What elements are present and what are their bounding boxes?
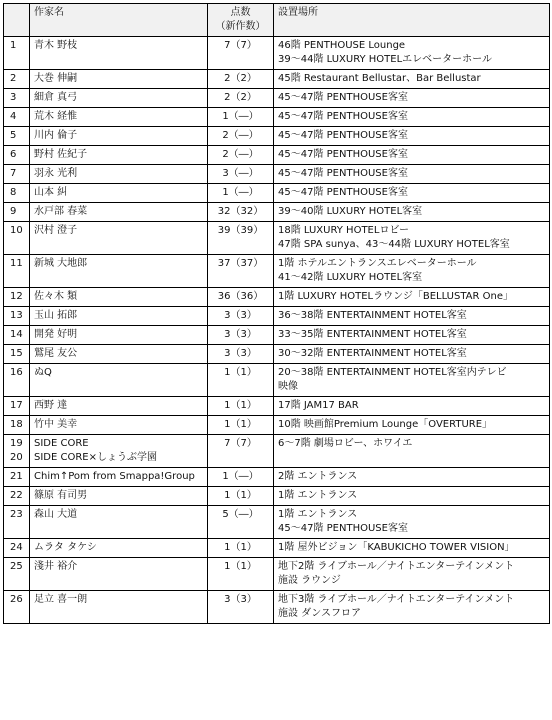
location-cell [274, 146, 550, 165]
count-cell: 1（―） [208, 184, 274, 203]
artist-cell [30, 70, 208, 89]
table-row [4, 416, 550, 435]
artist-cell [30, 364, 208, 397]
row-number-line: 23 [10, 509, 23, 520]
location-line: 18階 LUXURY HOTELロビー [278, 225, 410, 236]
row-number-line: 24 [10, 542, 23, 553]
artist-name: 篠原 有司男 [34, 490, 88, 501]
row-number [4, 127, 30, 146]
location-line: 45～47階 PENTHOUSE客室 [278, 111, 408, 122]
count-cell: 1（1） [208, 397, 274, 416]
artist-name: 鷲尾 友公 [34, 348, 78, 359]
header-location: 設置場所 [274, 4, 550, 37]
location-cell [274, 345, 550, 364]
location-line: 10階 映画館Premium Lounge「OVERTURE」 [278, 419, 493, 430]
row-number-line: 25 [10, 561, 23, 572]
artist-name: 竹中 美幸 [34, 419, 78, 430]
table-row [4, 127, 550, 146]
artist-cell [30, 108, 208, 127]
artist-cell [30, 255, 208, 288]
table-row [4, 558, 550, 591]
location-line: 41～42階 LUXURY HOTEL客室 [278, 272, 423, 283]
row-number-line: 7 [10, 168, 17, 179]
location-line: 1階 屋外ビジョン「KABUKICHO TOWER VISION」 [278, 542, 515, 553]
artist-cell [30, 539, 208, 558]
location-cell [274, 37, 550, 70]
count-cell: 1（―） [208, 468, 274, 487]
row-number [4, 416, 30, 435]
location-cell [274, 222, 550, 255]
artist-name: SIDE CORE×しょうぶ学園 [34, 452, 157, 463]
artist-cell [30, 435, 208, 468]
location-line: 1階 エントランス [278, 509, 358, 520]
location-line: 45～47階 PENTHOUSE客室 [278, 149, 408, 160]
artist-cell [30, 146, 208, 165]
table-row [4, 203, 550, 222]
count-cell: 1（1） [208, 364, 274, 397]
artist-name: 青木 野枝 [34, 40, 78, 51]
count-cell: 36（36） [208, 288, 274, 307]
header-count [208, 4, 274, 37]
table-row [4, 255, 550, 288]
artist-name: 山本 糾 [34, 187, 68, 198]
location-line: 39～40階 LUXURY HOTEL客室 [278, 206, 423, 217]
artist-cell [30, 506, 208, 539]
artist-name: 西野 達 [34, 400, 68, 411]
count-cell: 2（2） [208, 70, 274, 89]
count-cell: 32（32） [208, 203, 274, 222]
table-row [4, 364, 550, 397]
row-number [4, 539, 30, 558]
artist-cell [30, 591, 208, 624]
artist-name: SIDE CORE [34, 438, 89, 449]
artist-cell [30, 222, 208, 255]
count-cell: 3（3） [208, 326, 274, 345]
table-row [4, 184, 550, 203]
artist-name: 新城 大地郎 [34, 258, 88, 269]
location-line: 施設 ラウンジ [278, 575, 341, 586]
count-cell: 1（―） [208, 108, 274, 127]
artist-name: 水戸部 春菜 [34, 206, 88, 217]
location-line: 39～44階 LUXURY HOTELエレベーターホール [278, 54, 492, 65]
artwork-table [3, 3, 550, 624]
count-cell: 37（37） [208, 255, 274, 288]
header-no [4, 4, 30, 37]
location-cell [274, 364, 550, 397]
table-row [4, 591, 550, 624]
table-row [4, 70, 550, 89]
artist-cell [30, 288, 208, 307]
artist-cell [30, 184, 208, 203]
artist-cell [30, 127, 208, 146]
table-row [4, 146, 550, 165]
location-line: 1階 LUXURY HOTELラウンジ「BELLUSTAR One」 [278, 291, 513, 302]
location-line: 47階 SPA sunya、43～44階 LUXURY HOTEL客室 [278, 239, 510, 250]
row-number-line: 20 [10, 452, 23, 463]
location-cell [274, 558, 550, 591]
row-number-line: 26 [10, 594, 23, 605]
artist-name: 荒木 経惟 [34, 111, 78, 122]
row-number-line: 9 [10, 206, 17, 217]
table-row [4, 539, 550, 558]
row-number-line: 11 [10, 258, 23, 269]
location-cell [274, 487, 550, 506]
count-cell: 7（7） [208, 435, 274, 468]
table-row [4, 165, 550, 184]
row-number-line: 12 [10, 291, 23, 302]
table-row [4, 89, 550, 108]
artist-cell [30, 345, 208, 364]
location-line: 地下2階 ライブホール／ナイトエンターテインメント [278, 561, 515, 572]
location-cell [274, 307, 550, 326]
row-number-line: 1 [10, 40, 17, 51]
row-number-line: 19 [10, 438, 23, 449]
artist-name: 羽永 光利 [34, 168, 78, 179]
location-cell [274, 89, 550, 108]
row-number-line: 15 [10, 348, 23, 359]
artist-cell [30, 203, 208, 222]
row-number [4, 397, 30, 416]
count-cell: 5（―） [208, 506, 274, 539]
location-cell [274, 326, 550, 345]
row-number [4, 506, 30, 539]
table-row [4, 506, 550, 539]
row-number-line: 13 [10, 310, 23, 321]
count-cell: 1（1） [208, 487, 274, 506]
artist-name: 玉山 拓郎 [34, 310, 78, 321]
artist-cell [30, 397, 208, 416]
artist-cell [30, 326, 208, 345]
row-number [4, 435, 30, 468]
location-cell [274, 468, 550, 487]
location-line: 36～38階 ENTERTAINMENT HOTEL客室 [278, 310, 467, 321]
location-cell [274, 288, 550, 307]
header-artist: 作家名 [30, 4, 208, 37]
location-line: 45～47階 PENTHOUSE客室 [278, 187, 408, 198]
artist-cell [30, 468, 208, 487]
count-cell: 1（1） [208, 558, 274, 591]
artist-name: 足立 喜一朗 [34, 594, 88, 605]
artist-cell [30, 487, 208, 506]
location-cell [274, 416, 550, 435]
location-cell [274, 108, 550, 127]
location-line: 地下3階 ライブホール／ナイトエンターテインメント [278, 594, 515, 605]
table-body [4, 37, 550, 624]
table-row [4, 345, 550, 364]
row-number-line: 5 [10, 130, 17, 141]
row-number [4, 487, 30, 506]
row-number [4, 184, 30, 203]
table-row [4, 37, 550, 70]
location-cell [274, 165, 550, 184]
artist-cell [30, 165, 208, 184]
table-row [4, 397, 550, 416]
location-line: 6～7階 劇場ロビー、ホワイエ [278, 438, 413, 449]
table-row [4, 326, 550, 345]
table-row [4, 435, 550, 468]
count-cell: 3（3） [208, 345, 274, 364]
table-row [4, 108, 550, 127]
location-line: 映像 [278, 381, 298, 392]
artist-name: 佐々木 類 [34, 291, 78, 302]
row-number [4, 37, 30, 70]
row-number-line: 6 [10, 149, 17, 160]
count-cell: 2（―） [208, 127, 274, 146]
artist-cell [30, 558, 208, 591]
row-number [4, 591, 30, 624]
location-line: 30～32階 ENTERTAINMENT HOTEL客室 [278, 348, 467, 359]
location-cell [274, 70, 550, 89]
row-number-line: 21 [10, 471, 23, 482]
table-row [4, 288, 550, 307]
header-row [4, 4, 550, 37]
count-cell: 1（1） [208, 539, 274, 558]
count-cell: 7（7） [208, 37, 274, 70]
row-number [4, 307, 30, 326]
row-number [4, 108, 30, 127]
artist-cell [30, 307, 208, 326]
row-number-line: 22 [10, 490, 23, 501]
location-cell [274, 435, 550, 468]
location-line: 45～47階 PENTHOUSE客室 [278, 523, 408, 534]
location-cell [274, 506, 550, 539]
location-line: 1階 ホテルエントランスエレベーターホール [278, 258, 477, 269]
count-cell: 3（―） [208, 165, 274, 184]
artist-name: 淺井 裕介 [34, 561, 78, 572]
row-number [4, 165, 30, 184]
artist-name: 開発 好明 [34, 329, 78, 340]
location-line: 17階 JAM17 BAR [278, 400, 359, 411]
row-number-line: 3 [10, 92, 17, 103]
location-line: 施設 ダンスフロア [278, 608, 361, 619]
row-number-line: 14 [10, 329, 23, 340]
location-cell [274, 397, 550, 416]
artist-cell [30, 416, 208, 435]
row-number [4, 255, 30, 288]
artist-name: ぬQ [34, 367, 52, 378]
row-number [4, 558, 30, 591]
row-number [4, 288, 30, 307]
count-cell: 2（―） [208, 146, 274, 165]
row-number [4, 89, 30, 108]
row-number-line: 4 [10, 111, 17, 122]
row-number-line: 16 [10, 367, 23, 378]
artist-name: Chim↑Pom from Smappa!Group [34, 471, 195, 482]
location-cell [274, 255, 550, 288]
header-count-label: 点数 [230, 7, 251, 18]
location-cell [274, 184, 550, 203]
count-cell: 2（2） [208, 89, 274, 108]
location-line: 20～38階 ENTERTAINMENT HOTEL客室内テレビ [278, 367, 507, 378]
table-row [4, 468, 550, 487]
count-cell: 3（3） [208, 307, 274, 326]
row-number-line: 2 [10, 73, 17, 84]
location-line: 46階 PENTHOUSE Lounge [278, 40, 406, 51]
row-number-line: 17 [10, 400, 23, 411]
location-cell [274, 539, 550, 558]
row-number [4, 222, 30, 255]
table-row [4, 307, 550, 326]
location-cell [274, 127, 550, 146]
artist-name: ムラタ タケシ [34, 542, 97, 553]
count-cell: 39（39） [208, 222, 274, 255]
row-number-line: 10 [10, 225, 23, 236]
location-line: 45～47階 PENTHOUSE客室 [278, 168, 408, 179]
artist-cell [30, 37, 208, 70]
location-line: 45～47階 PENTHOUSE客室 [278, 92, 408, 103]
artist-cell [30, 89, 208, 108]
row-number-line: 8 [10, 187, 17, 198]
location-line: 33～35階 ENTERTAINMENT HOTEL客室 [278, 329, 467, 340]
row-number [4, 70, 30, 89]
count-cell: 1（1） [208, 416, 274, 435]
row-number [4, 345, 30, 364]
artist-name: 森山 大道 [34, 509, 78, 520]
location-line: 45階 Restaurant Bellustar、Bar Bellustar [278, 73, 481, 84]
location-line: 45～47階 PENTHOUSE客室 [278, 130, 408, 141]
artist-name: 大巻 伸嗣 [34, 73, 78, 84]
table-row [4, 222, 550, 255]
row-number [4, 364, 30, 397]
row-number-line: 18 [10, 419, 23, 430]
row-number [4, 203, 30, 222]
row-number [4, 146, 30, 165]
artist-name: 川内 倫子 [34, 130, 78, 141]
row-number [4, 468, 30, 487]
location-cell [274, 203, 550, 222]
location-line: 2階 エントランス [278, 471, 358, 482]
artist-name: 野村 佐紀子 [34, 149, 88, 160]
location-line: 1階 エントランス [278, 490, 358, 501]
artist-name: 細倉 真弓 [34, 92, 78, 103]
count-cell: 3（3） [208, 591, 274, 624]
artist-name: 沢村 澄子 [34, 225, 78, 236]
table-row [4, 487, 550, 506]
row-number [4, 326, 30, 345]
location-cell [274, 591, 550, 624]
header-count-sub: （新作数） [215, 21, 266, 32]
